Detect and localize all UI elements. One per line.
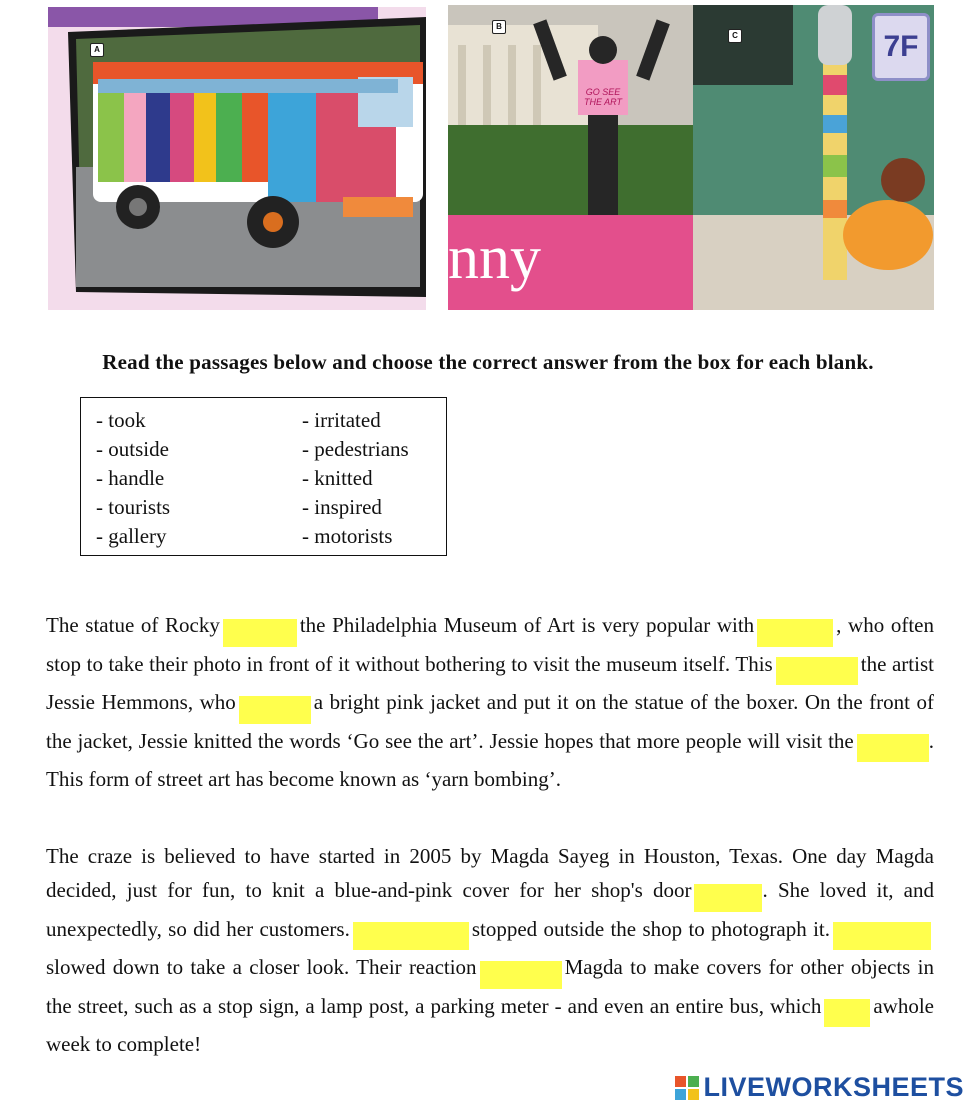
brand-name: LIVEWORKSHEETS [703,1072,964,1102]
passage-text: awhole week to complete! [46,993,934,1056]
passage-magda [46,839,934,1061]
answer-blank-4[interactable] [239,696,311,724]
passage-text: , who often stop to take their photo in front of it without bothering to visit the museum itself. This [46,613,934,676]
photo-a-tag: A [90,43,104,57]
word-option: - took [96,408,146,432]
word-option: - motorists [302,524,393,548]
liveworksheets-logo [675,1072,964,1103]
photo-rocky-and-meter [448,5,934,310]
photo-c-tag: C [728,29,742,43]
word-option: - pedestrians [302,437,409,461]
answer-blank-3[interactable] [776,657,858,685]
answer-blank-7[interactable] [353,922,469,950]
word-bank [80,397,447,556]
passage-text: . She loved it, and unexpectedly, so did her customers. [46,878,935,941]
instruction-text: Read the passages below and choose the correct answer from the box for each blank. [102,350,874,374]
answer-blank-10[interactable] [824,999,870,1027]
word-bank-column-2 [302,406,409,551]
word-option: - handle [96,466,165,490]
answer-blank-2[interactable] [757,619,833,647]
statue-shirt-text: GO SEE THE ART [583,87,622,107]
passage-text: a bright pink jacket and put it on the statue of the boxer. On the front of the jacket, Jessie knitted the words ‘Go see the art’. Jessie hopes that more people will visit the [46,690,934,753]
answer-blank-9[interactable] [480,961,562,989]
passage-text: the artist Jessie Hemmons, who [46,651,934,714]
word-option: - knitted [302,466,373,490]
word-option: - tourists [96,495,171,519]
answer-blank-8[interactable] [833,922,931,950]
yarn-bus-illustration [48,7,426,310]
photo-b-tag: B [492,20,506,34]
answer-blank-5[interactable] [857,734,929,762]
passage-text: the Philadelphia Museum of Art is very popular with [299,613,755,637]
unit-badge: 7F [872,13,930,81]
graffiti-text: nny [448,224,541,292]
passage-text: . This form of street art has become known as ‘yarn bombing’. [46,728,934,791]
word-option: - outside [96,437,169,461]
answer-blank-1[interactable] [223,619,297,647]
photo-yarn-bus [48,7,426,310]
statue-and-meter-illustration [448,5,934,310]
passage-text: slowed down to take a closer look. Their reaction [46,955,477,979]
answer-blank-6[interactable] [694,884,762,912]
word-option: - irritated [302,408,381,432]
liveworksheets-icon [675,1076,699,1100]
passage-rocky [46,608,934,796]
passage-text: Magda to make covers for other objects in the street, such as a stop sign, a lamp post, a parking meter - and even an entire bus, which [46,955,934,1018]
passage-text: stopped outside the shop to photograph it. [471,916,830,941]
passage-text: The craze is believed to have started in 2005 by Magda Sayeg in Houston, Texas. One day Magda decided, just for fun, to knit a blue-and-pink cover for her shop's door [46,844,934,902]
word-bank-column-1 [96,406,170,551]
word-option: - gallery [96,524,167,548]
passage-text: The statue of Rocky [46,613,220,637]
word-option: - inspired [302,495,382,519]
